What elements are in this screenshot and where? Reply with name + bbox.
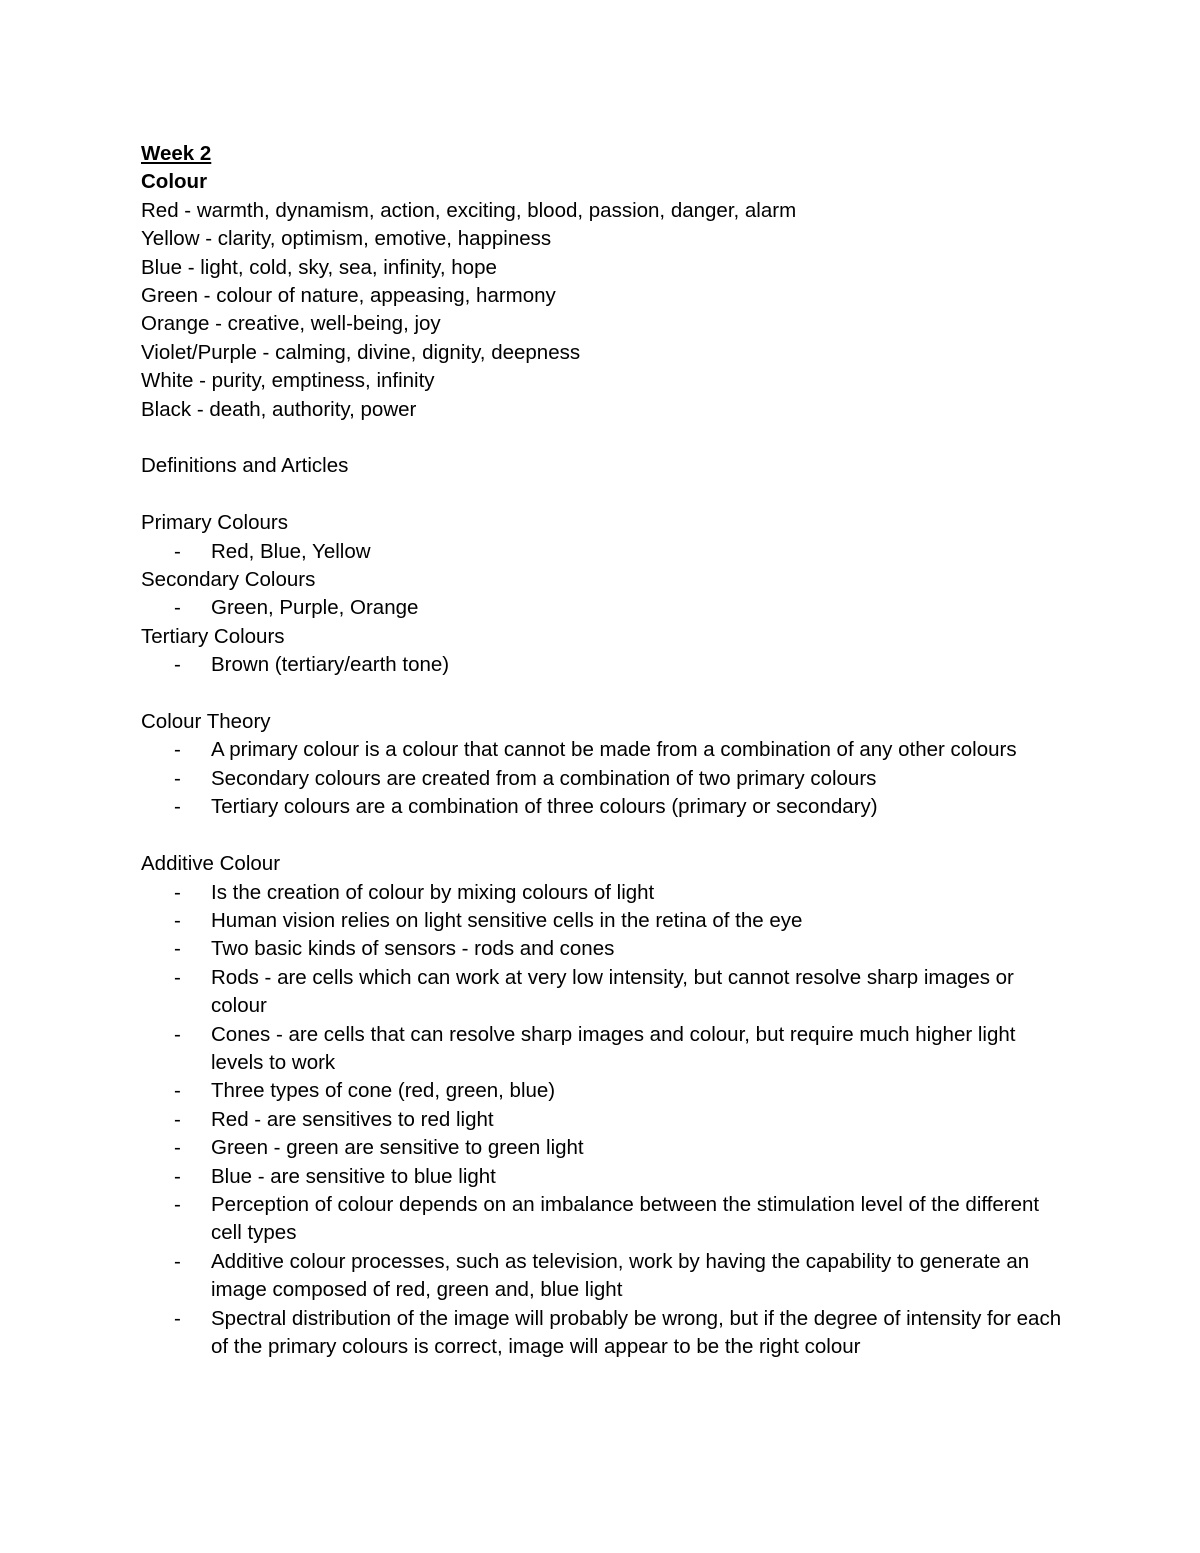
dash-bullet: - bbox=[174, 653, 181, 677]
colour-meaning-green: Green - colour of nature, appeasing, harmony bbox=[141, 284, 556, 308]
dash-bullet: - bbox=[174, 766, 181, 790]
page-title: Week 2 bbox=[141, 142, 212, 165]
list-item bbox=[141, 793, 1071, 821]
list-item bbox=[141, 1248, 1071, 1305]
colour-meaning-orange: Orange - creative, well-being, joy bbox=[141, 312, 441, 336]
dash-bullet: - bbox=[174, 908, 181, 932]
dash-bullet: - bbox=[174, 795, 181, 819]
additive-colour-heading: Additive Colour bbox=[141, 852, 281, 876]
list-item-text: Red - are sensitives to red light bbox=[211, 1107, 494, 1131]
document-page bbox=[141, 140, 1081, 1361]
colour-meaning-black: Black - death, authority, power bbox=[141, 397, 417, 421]
additive-colour-list bbox=[141, 879, 1081, 1362]
list-item bbox=[141, 1106, 1071, 1134]
list-item bbox=[141, 1077, 1071, 1105]
secondary-colours-list bbox=[141, 594, 1081, 622]
list-item-text: Green - green are sensitive to green light bbox=[211, 1136, 584, 1160]
list-item bbox=[141, 1305, 1071, 1362]
list-item-text: Blue - are sensitive to blue light bbox=[211, 1164, 496, 1188]
list-item-text: A primary colour is a colour that cannot be made from a combination of any other colours bbox=[211, 738, 1017, 762]
list-item bbox=[141, 935, 1071, 963]
section-title: Colour bbox=[141, 170, 208, 194]
list-item bbox=[141, 538, 1071, 566]
spacer bbox=[141, 680, 1081, 708]
dash-bullet: - bbox=[174, 1249, 181, 1273]
list-item bbox=[141, 907, 1071, 935]
dash-bullet: - bbox=[174, 965, 181, 989]
list-item-text: Red, Blue, Yellow bbox=[211, 539, 371, 563]
list-item-text: Three types of cone (red, green, blue) bbox=[211, 1079, 556, 1103]
dash-bullet: - bbox=[174, 1022, 181, 1046]
colour-meaning-red: Red - warmth, dynamism, action, exciting, blood, passion, danger, alarm bbox=[141, 198, 797, 222]
list-item bbox=[141, 1134, 1071, 1162]
list-item-text: Additive colour processes, such as television, work by having the capability to generate an image composed of red, green and, blue light bbox=[211, 1249, 1030, 1302]
dash-bullet: - bbox=[174, 1164, 181, 1188]
colour-meaning-blue: Blue - light, cold, sky, sea, infinity, hope bbox=[141, 255, 497, 279]
list-item-text: Green, Purple, Orange bbox=[211, 596, 419, 620]
list-item bbox=[141, 736, 1071, 764]
colour-meanings-list bbox=[141, 197, 1081, 424]
tertiary-colours-list bbox=[141, 651, 1081, 679]
list-item-text: Rods - are cells which can work at very low intensity, but cannot resolve sharp images or colour bbox=[211, 965, 1014, 1018]
primary-colours-list bbox=[141, 538, 1081, 566]
dash-bullet: - bbox=[174, 880, 181, 904]
list-item-text: Tertiary colours are a combination of three colours (primary or secondary) bbox=[211, 795, 878, 819]
colour-meaning-violet: Violet/Purple - calming, divine, dignity, deepness bbox=[141, 340, 581, 364]
tertiary-colours-heading: Tertiary Colours bbox=[141, 624, 285, 648]
spacer bbox=[141, 822, 1081, 850]
list-item-text: Spectral distribution of the image will probably be wrong, but if the degree of intensity for each of the primary colours is correct, image will appear to be the right colour bbox=[211, 1306, 1062, 1358]
colour-meaning-white: White - purity, emptiness, infinity bbox=[141, 369, 435, 393]
colour-theory-list bbox=[141, 736, 1081, 821]
dash-bullet: - bbox=[174, 596, 181, 620]
secondary-colours-heading: Secondary Colours bbox=[141, 568, 316, 592]
colour-theory-heading: Colour Theory bbox=[141, 710, 271, 734]
dash-bullet: - bbox=[174, 1306, 181, 1330]
dash-bullet: - bbox=[174, 1107, 181, 1131]
list-item bbox=[141, 1021, 1071, 1078]
dash-bullet: - bbox=[174, 539, 181, 563]
dash-bullet: - bbox=[174, 1192, 181, 1216]
list-item bbox=[141, 651, 1071, 679]
dash-bullet: - bbox=[174, 937, 181, 961]
list-item bbox=[141, 964, 1071, 1021]
list-item-text: Brown (tertiary/earth tone) bbox=[211, 653, 450, 677]
list-item-text: Two basic kinds of sensors - rods and cones bbox=[211, 937, 615, 961]
list-item bbox=[141, 1163, 1071, 1191]
spacer bbox=[141, 481, 1081, 509]
spacer bbox=[141, 424, 1081, 452]
list-item-text: Cones - are cells that can resolve sharp images and colour, but require much higher light levels to work bbox=[211, 1022, 1016, 1074]
dash-bullet: - bbox=[174, 1079, 181, 1103]
dash-bullet: - bbox=[174, 1136, 181, 1160]
list-item bbox=[141, 594, 1071, 622]
list-item bbox=[141, 879, 1071, 907]
dash-bullet: - bbox=[174, 738, 181, 762]
definitions-heading: Definitions and Articles bbox=[141, 454, 349, 478]
colour-meaning-yellow: Yellow - clarity, optimism, emotive, happiness bbox=[141, 227, 552, 251]
list-item-text: Human vision relies on light sensitive cells in the retina of the eye bbox=[211, 908, 803, 932]
list-item bbox=[141, 765, 1071, 793]
list-item-text: Secondary colours are created from a combination of two primary colours bbox=[211, 766, 877, 790]
list-item-text: Is the creation of colour by mixing colours of light bbox=[211, 880, 655, 904]
list-item-text: Perception of colour depends on an imbalance between the stimulation level of the different cell types bbox=[211, 1192, 1040, 1245]
primary-colours-heading: Primary Colours bbox=[141, 511, 288, 535]
list-item bbox=[141, 1191, 1071, 1248]
